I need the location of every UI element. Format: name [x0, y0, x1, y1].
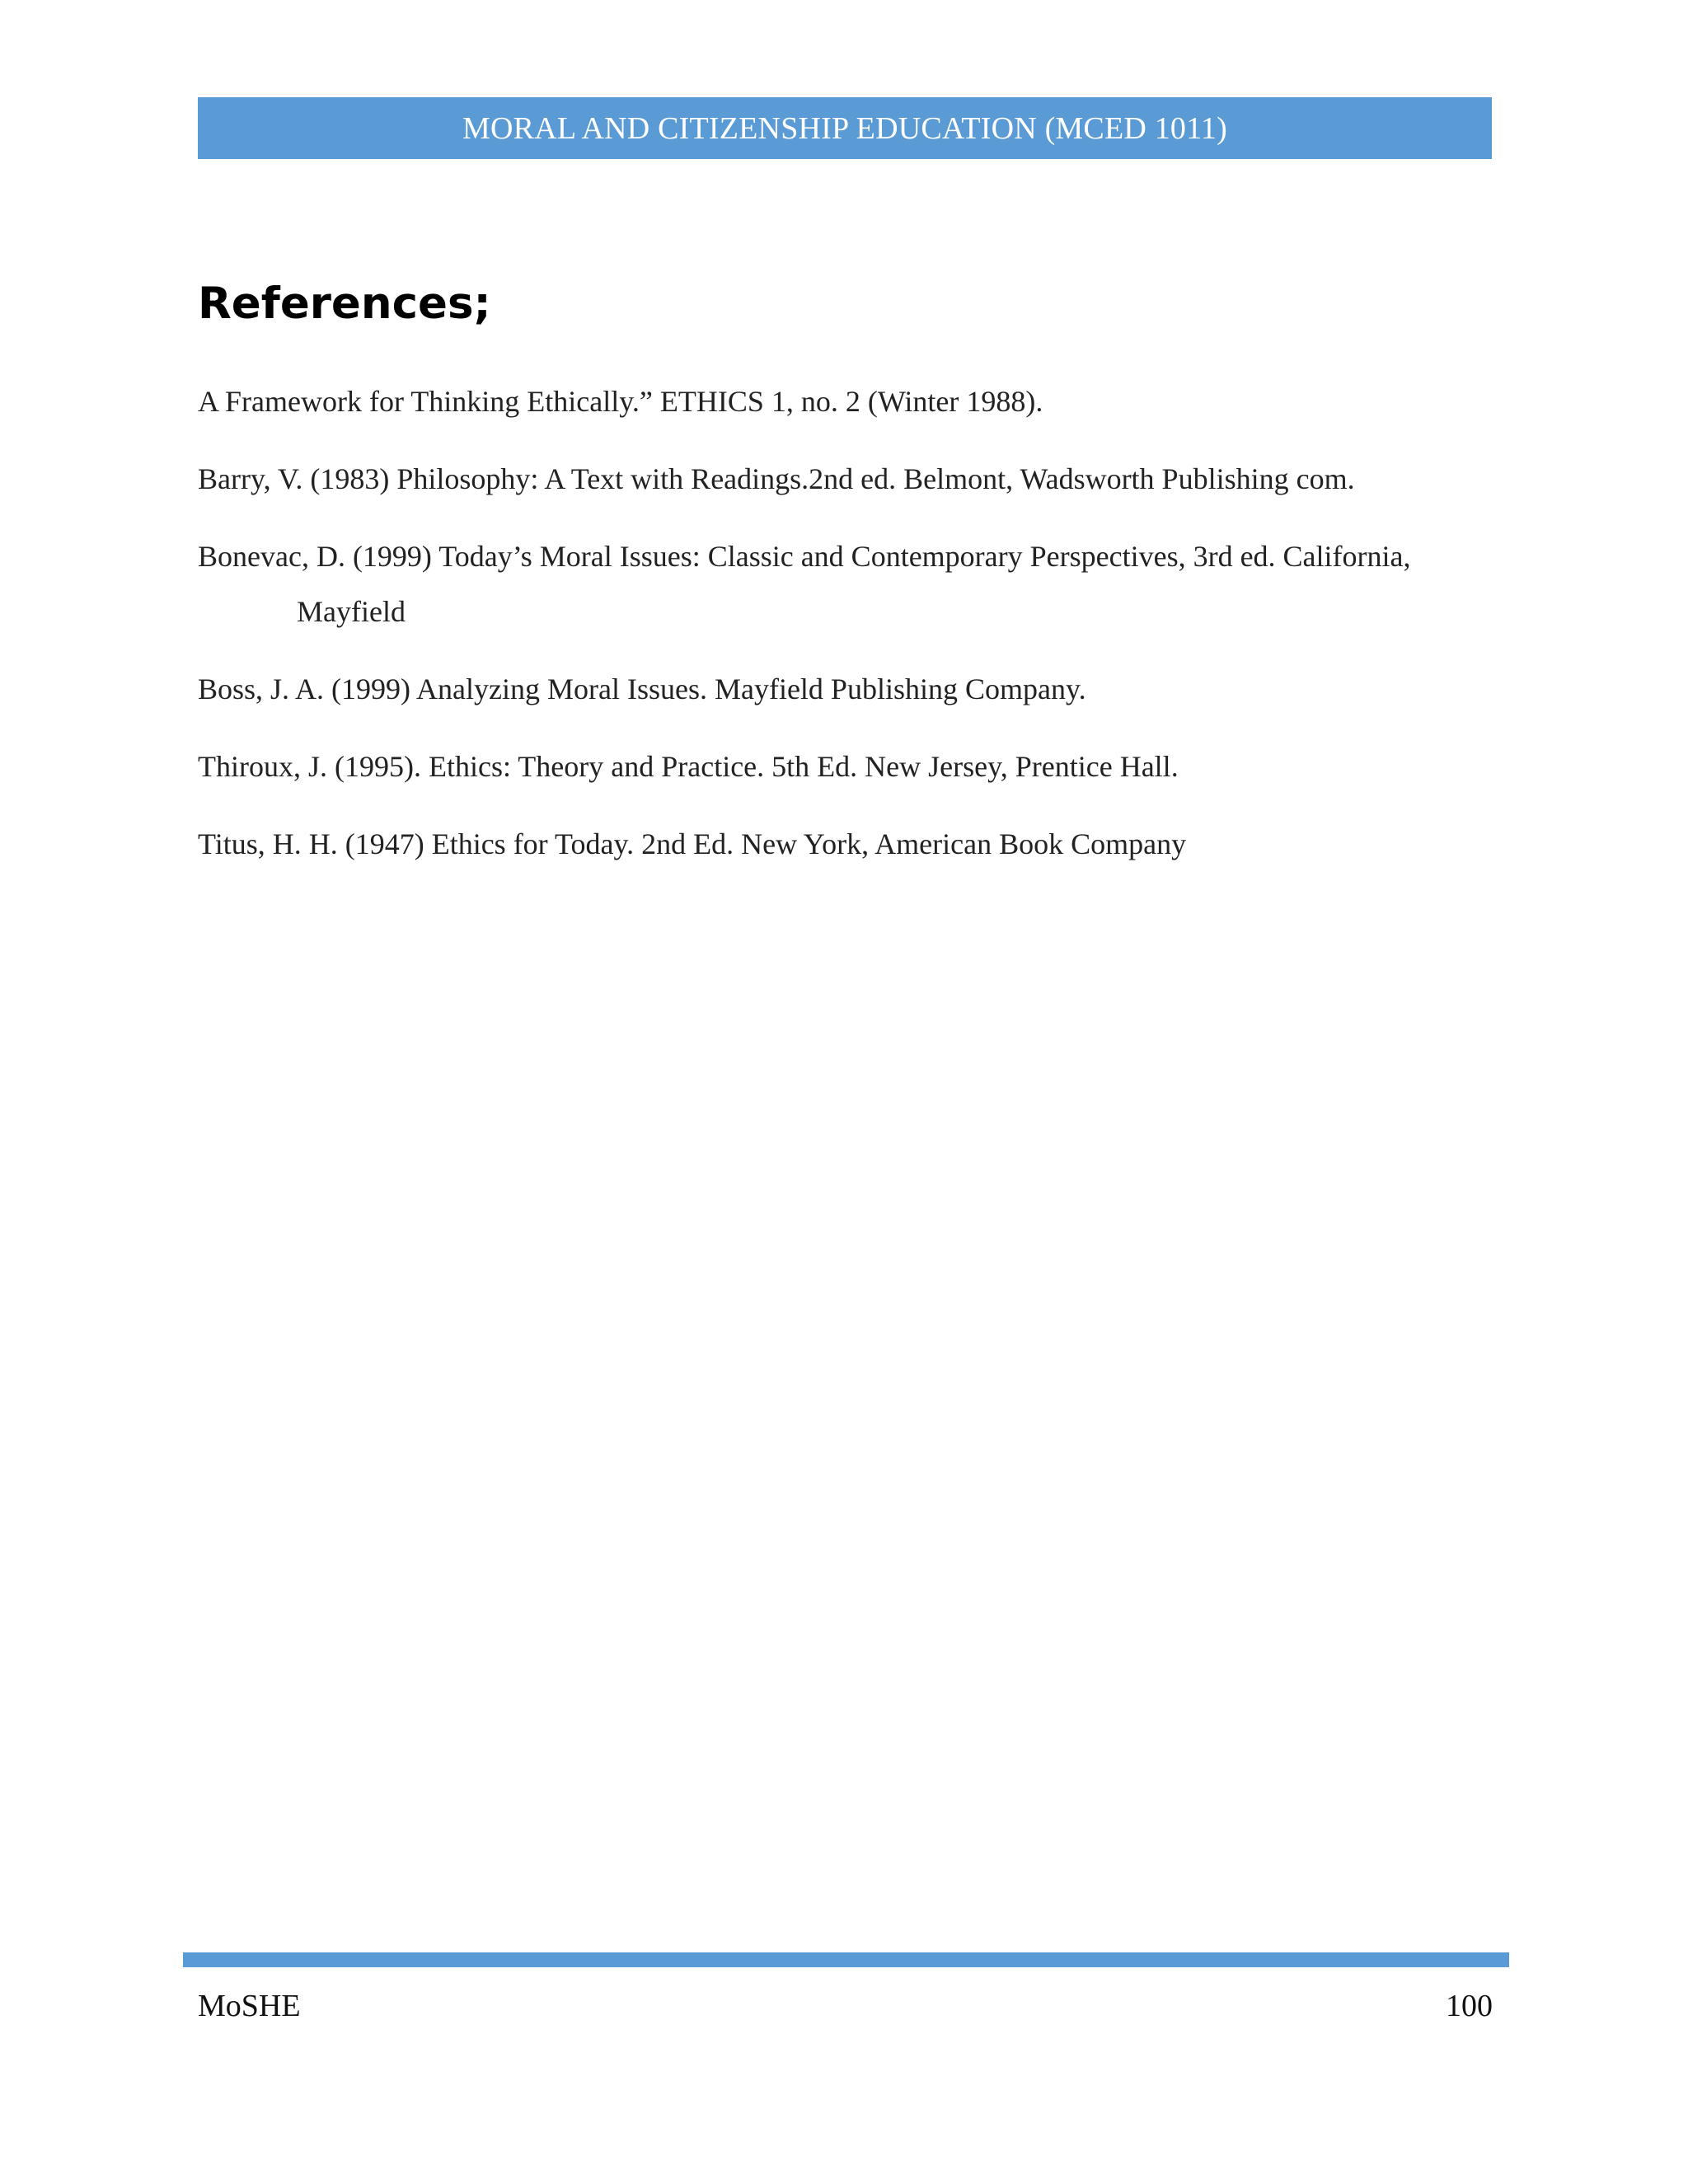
reference-item: Titus, H. H. (1947) Ethics for Today. 2nd Ed. New York, American Book Company: [198, 827, 1187, 860]
header-title: MORAL AND CITIZENSHIP EDUCATION (MCED 1011): [462, 110, 1227, 146]
header-band: [198, 97, 1492, 159]
section-title: References;: [198, 279, 491, 329]
footer-divider: [183, 1952, 1509, 1967]
reference-item: Bonevac, D. (1999) Today’s Moral Issues: Classic and Contemporary Perspectives, 3rd ed. California, Mayfield: [198, 540, 1411, 628]
page-number: 100: [1446, 1989, 1493, 2023]
reference-item: Barry, V. (1983) Philosophy: A Text with Readings.2nd ed. Belmont, Wadsworth Publishing com.: [198, 462, 1355, 495]
footer-org-name: MoSHE: [198, 1989, 301, 2023]
reference-item: Thiroux, J. (1995). Ethics: Theory and Practice. 5th Ed. New Jersey, Prentice Hall.: [198, 750, 1179, 783]
reference-list: [198, 374, 1517, 894]
reference-item: A Framework for Thinking Ethically.” ETHICS 1, no. 2 (Winter 1988).: [198, 385, 1043, 418]
reference-item: Boss, J. A. (1999) Analyzing Moral Issues. Mayfield Publishing Company.: [198, 673, 1086, 705]
